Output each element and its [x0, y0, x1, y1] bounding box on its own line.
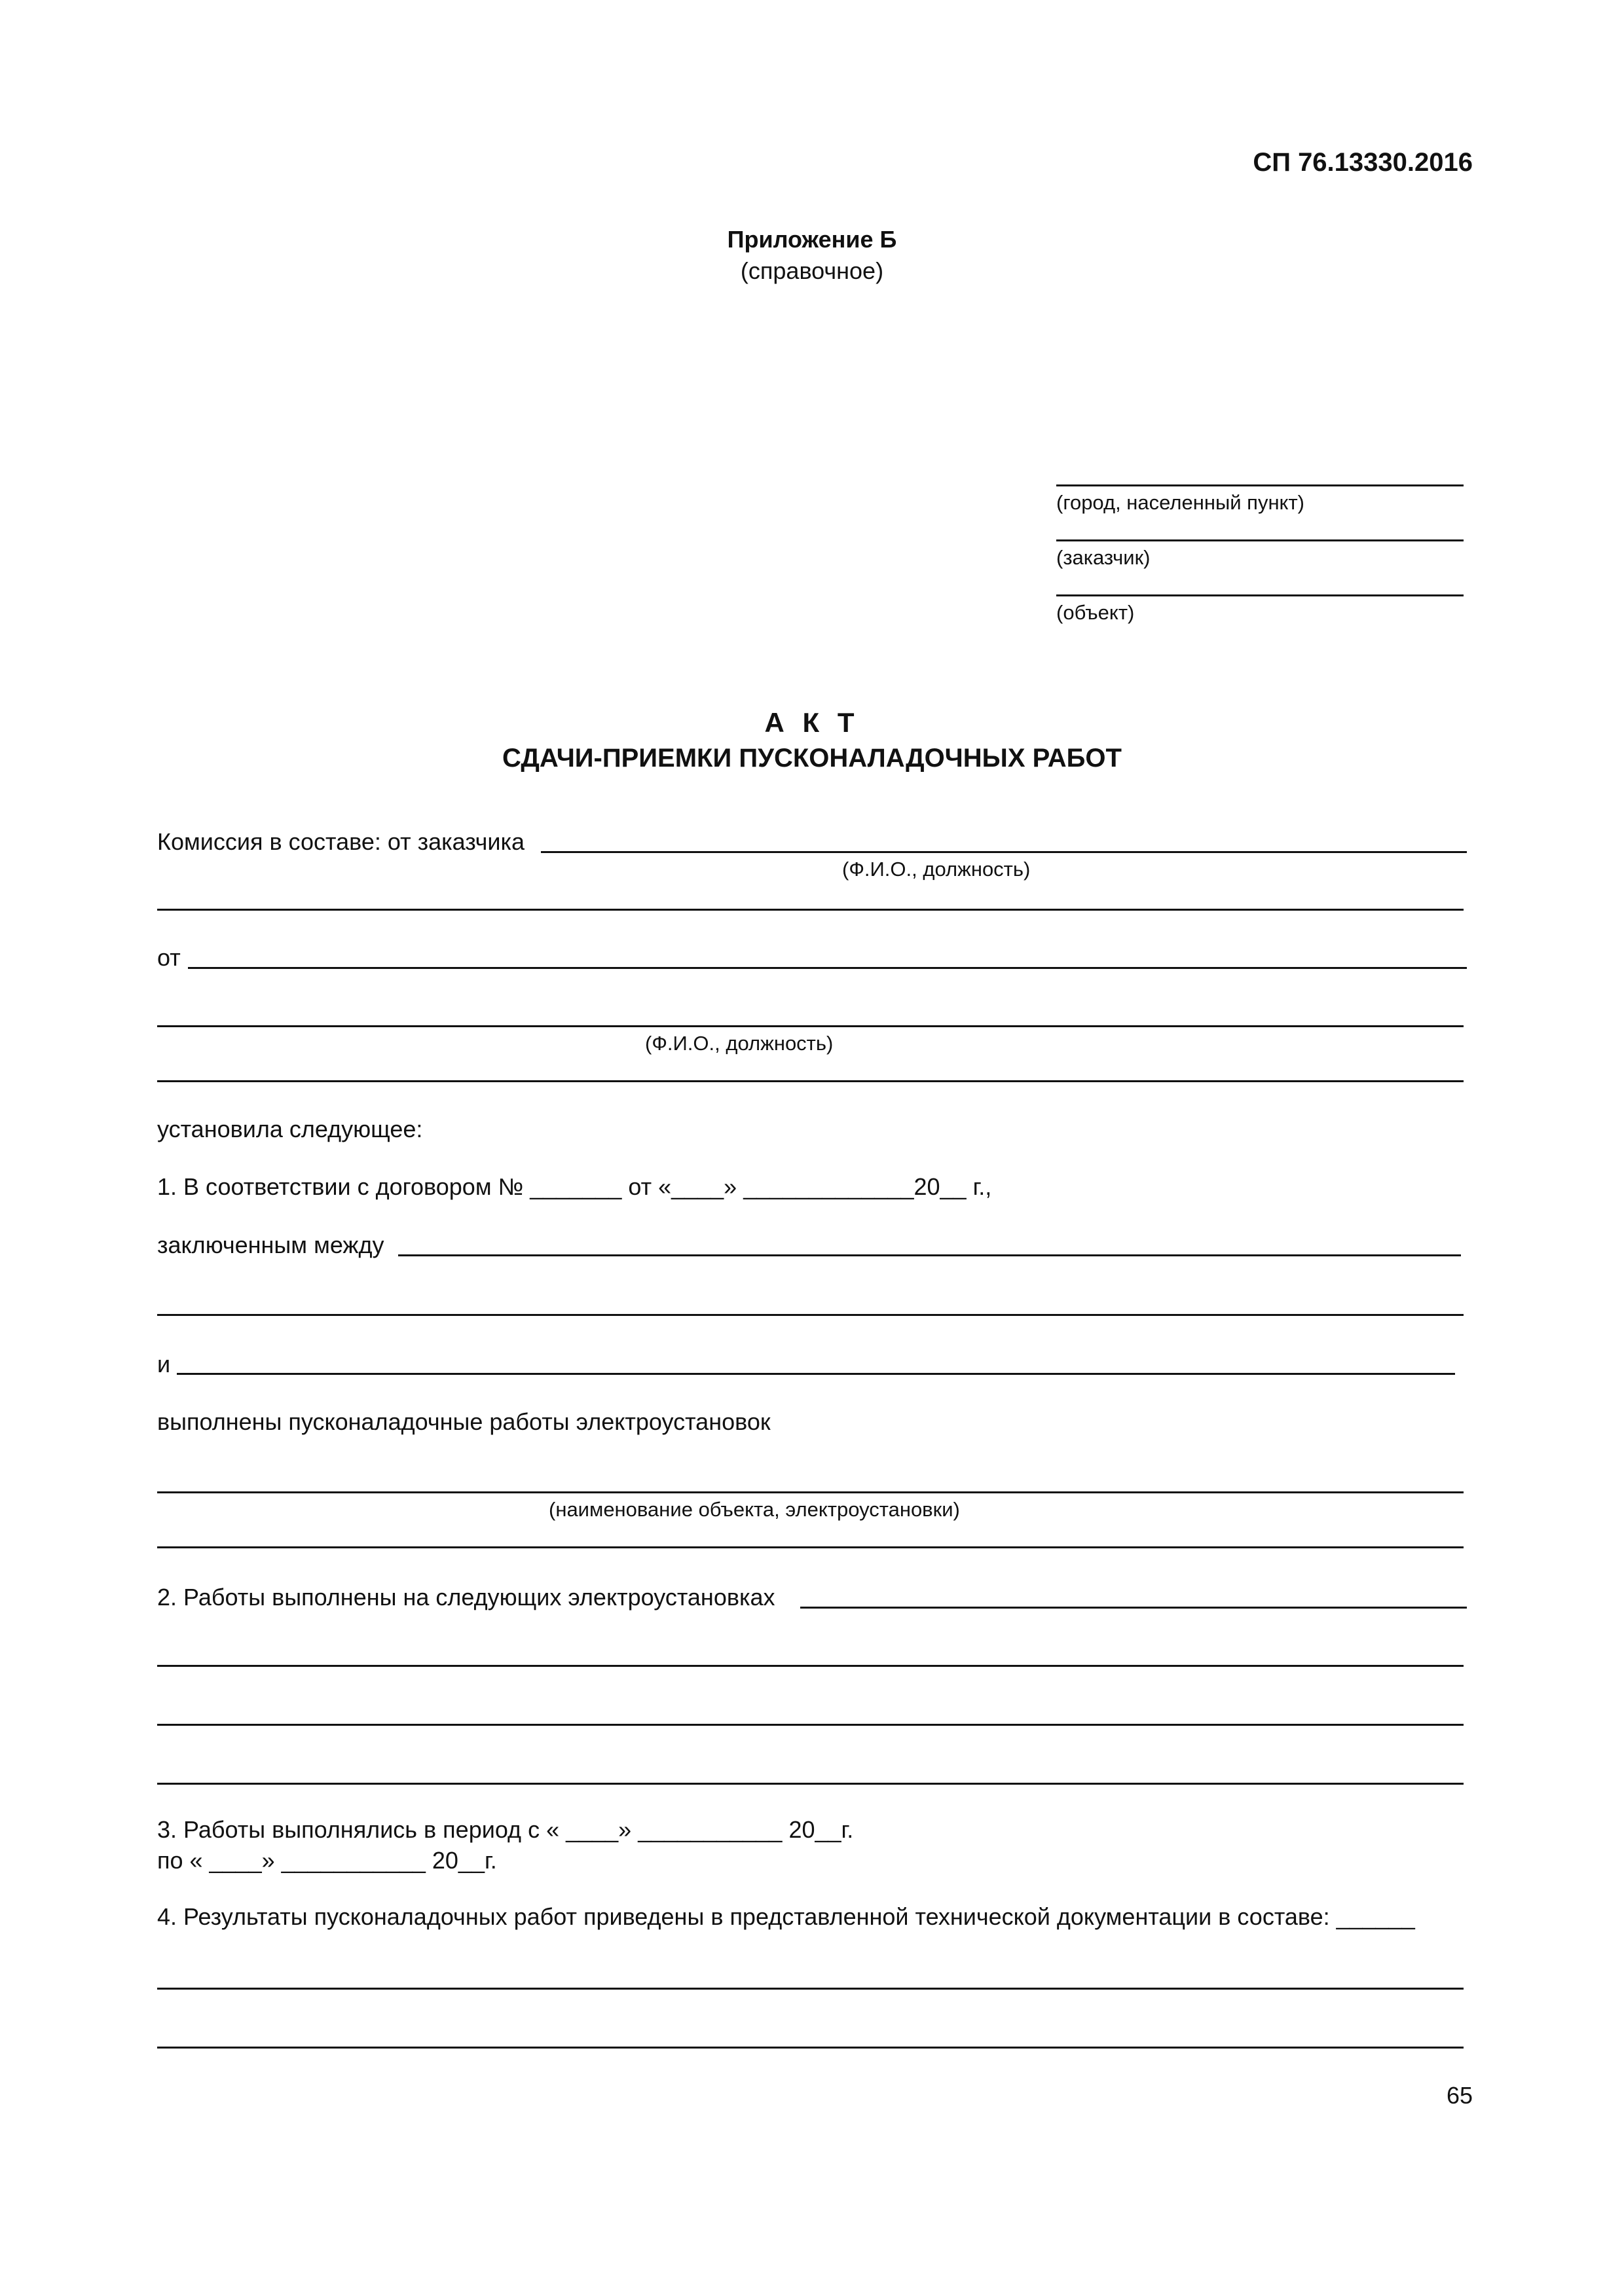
object-line[interactable]: [1056, 594, 1464, 596]
customer-line[interactable]: [1056, 539, 1464, 541]
commission-caption-2: (Ф.И.О., должность): [645, 1032, 834, 1055]
commission-line-2[interactable]: [157, 909, 1464, 911]
appendix-title: Приложение Б: [727, 226, 897, 253]
item2-label: 2. Работы выполнены на следующих электроустановках: [157, 1584, 775, 1611]
commission-caption-1: (Ф.И.О., должность): [842, 858, 1031, 881]
customer-caption: (заказчик): [1056, 546, 1151, 569]
city-line[interactable]: [1056, 484, 1464, 486]
object-name-line[interactable]: [157, 1491, 1464, 1493]
item2-line-4[interactable]: [157, 1783, 1464, 1785]
appendix-subtitle: (справочное): [740, 257, 884, 284]
item3-period-from: 3. Работы выполнялись в период с « ____» ___________ 20__г.: [157, 1816, 854, 1843]
item1-contract-line: 1. В соответствии с договором № _______ от «____» _____________20__ г.,: [157, 1173, 992, 1200]
from-line-3[interactable]: [157, 1080, 1464, 1082]
commission-label: Комиссия в составе: от заказчика: [157, 828, 525, 855]
and-label: и: [157, 1351, 171, 1377]
item4-line-2[interactable]: [157, 2047, 1464, 2049]
object-caption: (объект): [1056, 601, 1135, 624]
page-number: 65: [1446, 2082, 1473, 2109]
object-name-caption: (наименование объекта, электроустановки): [549, 1498, 960, 1521]
from-label: от: [157, 944, 181, 971]
from-line[interactable]: [188, 967, 1467, 969]
item4-line-1[interactable]: [157, 1988, 1464, 1990]
document-number: СП 76.13330.2016: [1253, 148, 1473, 177]
act-title: А К Т: [764, 707, 860, 738]
act-subtitle: СДАЧИ-ПРИЕМКИ ПУСКОНАЛАДОЧНЫХ РАБОТ: [502, 744, 1122, 773]
and-line[interactable]: [177, 1373, 1455, 1375]
from-line-2[interactable]: [157, 1025, 1464, 1027]
object-name-line-2[interactable]: [157, 1546, 1464, 1548]
established-text: установила следующее:: [157, 1116, 423, 1142]
concluded-between-line-2[interactable]: [157, 1314, 1464, 1316]
commission-customer-line[interactable]: [541, 851, 1467, 853]
item2-line-1[interactable]: [800, 1607, 1467, 1609]
item2-line-3[interactable]: [157, 1724, 1464, 1726]
city-caption: (город, населенный пункт): [1056, 491, 1304, 514]
concluded-between-label: заключенным между: [157, 1231, 384, 1258]
concluded-between-line[interactable]: [398, 1254, 1461, 1256]
performed-works-label: выполнены пусконаладочные работы электроустановок: [157, 1408, 771, 1435]
item2-line-2[interactable]: [157, 1665, 1464, 1667]
item3-period-to: по « ____» ___________ 20__г.: [157, 1847, 497, 1874]
item4-label: 4. Результаты пусконаладочных работ приведены в представленной технической документации в составе: ______: [157, 1903, 1415, 1930]
